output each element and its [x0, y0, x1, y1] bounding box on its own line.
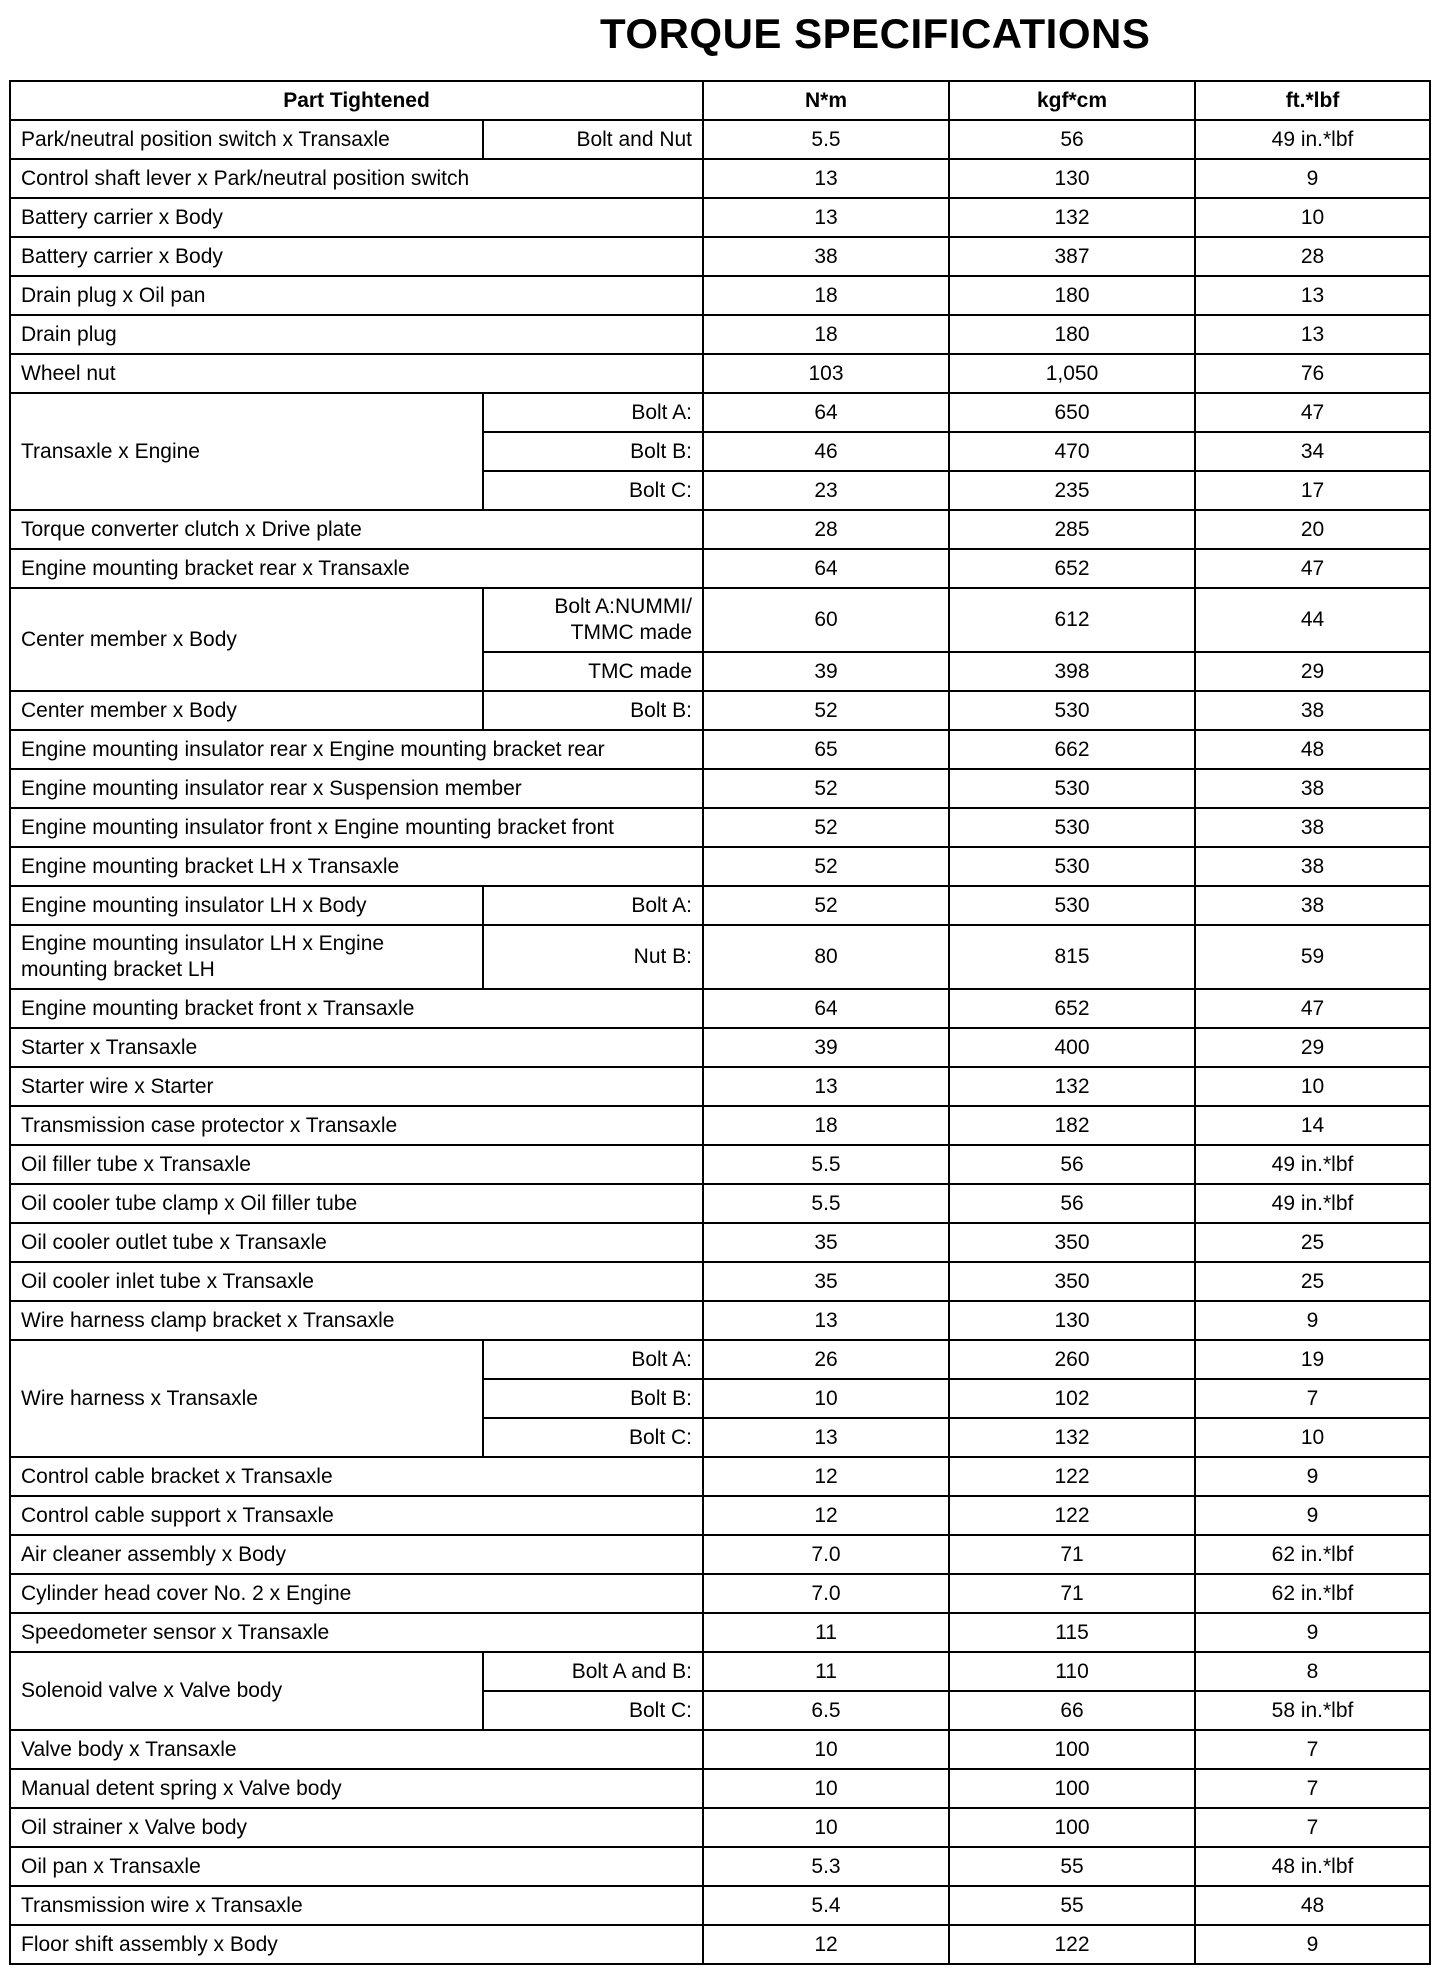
nm-cell: 5.5: [703, 1184, 949, 1223]
ft-cell: 8: [1195, 1652, 1430, 1691]
ft-cell: 25: [1195, 1223, 1430, 1262]
nm-cell: 52: [703, 769, 949, 808]
ft-cell: 28: [1195, 237, 1430, 276]
kgf-cell: 398: [949, 652, 1195, 691]
ft-cell: 47: [1195, 393, 1430, 432]
nm-cell: 80: [703, 925, 949, 989]
nm-cell: 39: [703, 652, 949, 691]
kgf-cell: 100: [949, 1808, 1195, 1847]
fastener-cell: Bolt A:: [483, 1340, 703, 1379]
nm-cell: 18: [703, 315, 949, 354]
ft-cell: 48: [1195, 1886, 1430, 1925]
table-row: [10, 769, 1430, 808]
ft-cell: 10: [1195, 198, 1430, 237]
table-row: [10, 1886, 1430, 1925]
ft-cell: 10: [1195, 1418, 1430, 1457]
part-cell: Speedometer sensor x Transaxle: [10, 1613, 703, 1652]
ft-cell: 9: [1195, 1496, 1430, 1535]
part-cell: Valve body x Transaxle: [10, 1730, 703, 1769]
ft-cell: 20: [1195, 510, 1430, 549]
nm-cell: 10: [703, 1379, 949, 1418]
kgf-cell: 180: [949, 315, 1195, 354]
ft-cell: 9: [1195, 1925, 1430, 1964]
kgf-cell: 102: [949, 1379, 1195, 1418]
table-row: [10, 354, 1430, 393]
header-ft: ft.*lbf: [1195, 81, 1430, 120]
kgf-cell: 100: [949, 1730, 1195, 1769]
table-row: [10, 1067, 1430, 1106]
ft-cell: 38: [1195, 769, 1430, 808]
ft-cell: 76: [1195, 354, 1430, 393]
kgf-cell: 122: [949, 1457, 1195, 1496]
header-nm: N*m: [703, 81, 949, 120]
kgf-cell: 182: [949, 1106, 1195, 1145]
kgf-cell: 470: [949, 432, 1195, 471]
kgf-cell: 100: [949, 1769, 1195, 1808]
nm-cell: 5.3: [703, 1847, 949, 1886]
header-part: Part Tightened: [10, 81, 703, 120]
nm-cell: 28: [703, 510, 949, 549]
part-cell: Wire harness x Transaxle: [10, 1340, 483, 1457]
nm-cell: 12: [703, 1457, 949, 1496]
ft-cell: 7: [1195, 1730, 1430, 1769]
kgf-cell: 130: [949, 159, 1195, 198]
header-kgf: kgf*cm: [949, 81, 1195, 120]
table-row: [10, 989, 1430, 1028]
part-cell: Control cable support x Transaxle: [10, 1496, 703, 1535]
table-row: [10, 1496, 1430, 1535]
table-row: [10, 691, 1430, 730]
table-row: [10, 1925, 1430, 1964]
fastener-cell: Bolt and Nut: [483, 120, 703, 159]
kgf-cell: 110: [949, 1652, 1195, 1691]
table-row: [10, 808, 1430, 847]
fastener-cell: Bolt C:: [483, 1691, 703, 1730]
table-row: [10, 1574, 1430, 1613]
part-cell: Oil cooler tube clamp x Oil filler tube: [10, 1184, 703, 1223]
table-row: [10, 393, 1430, 432]
part-cell: Engine mounting insulator rear x Suspension member: [10, 769, 703, 808]
part-cell: Engine mounting bracket front x Transaxle: [10, 989, 703, 1028]
kgf-cell: 530: [949, 847, 1195, 886]
part-cell: Transaxle x Engine: [10, 393, 483, 510]
table-row: [10, 549, 1430, 588]
fastener-cell: Bolt A:NUMMI/ TMMC made: [483, 588, 703, 652]
kgf-cell: 652: [949, 989, 1195, 1028]
table-row: [10, 276, 1430, 315]
nm-cell: 5.5: [703, 120, 949, 159]
part-cell: Wire harness clamp bracket x Transaxle: [10, 1301, 703, 1340]
table-row: [10, 1340, 1430, 1379]
part-cell: Manual detent spring x Valve body: [10, 1769, 703, 1808]
kgf-cell: 132: [949, 198, 1195, 237]
kgf-cell: 55: [949, 1847, 1195, 1886]
nm-cell: 60: [703, 588, 949, 652]
kgf-cell: 530: [949, 691, 1195, 730]
table-row: [10, 925, 1430, 989]
ft-cell: 29: [1195, 652, 1430, 691]
table-row: [10, 1652, 1430, 1691]
nm-cell: 10: [703, 1808, 949, 1847]
part-cell: Control cable bracket x Transaxle: [10, 1457, 703, 1496]
nm-cell: 13: [703, 198, 949, 237]
ft-cell: 38: [1195, 886, 1430, 925]
table-row: [10, 847, 1430, 886]
ft-cell: 9: [1195, 1613, 1430, 1652]
table-row: [10, 1223, 1430, 1262]
kgf-cell: 387: [949, 237, 1195, 276]
nm-cell: 46: [703, 432, 949, 471]
ft-cell: 47: [1195, 549, 1430, 588]
table-row: [10, 1301, 1430, 1340]
ft-cell: 62 in.*lbf: [1195, 1574, 1430, 1613]
table-row: [10, 1613, 1430, 1652]
nm-cell: 11: [703, 1613, 949, 1652]
part-cell: Oil pan x Transaxle: [10, 1847, 703, 1886]
nm-cell: 52: [703, 886, 949, 925]
ft-cell: 17: [1195, 471, 1430, 510]
part-cell: Starter x Transaxle: [10, 1028, 703, 1067]
ft-cell: 7: [1195, 1769, 1430, 1808]
kgf-cell: 130: [949, 1301, 1195, 1340]
nm-cell: 13: [703, 1301, 949, 1340]
ft-cell: 58 in.*lbf: [1195, 1691, 1430, 1730]
fastener-cell: Bolt B:: [483, 432, 703, 471]
table-row: [10, 120, 1430, 159]
fastener-cell: TMC made: [483, 652, 703, 691]
kgf-cell: 1,050: [949, 354, 1195, 393]
table-row: [10, 1730, 1430, 1769]
kgf-cell: 71: [949, 1535, 1195, 1574]
ft-cell: 9: [1195, 1457, 1430, 1496]
nm-cell: 10: [703, 1730, 949, 1769]
part-cell: Engine mounting insulator rear x Engine mounting bracket rear: [10, 730, 703, 769]
table-header-row: [10, 81, 1430, 120]
part-cell: Battery carrier x Body: [10, 198, 703, 237]
part-cell: Wheel nut: [10, 354, 703, 393]
ft-cell: 10: [1195, 1067, 1430, 1106]
kgf-cell: 180: [949, 276, 1195, 315]
part-cell: Engine mounting bracket LH x Transaxle: [10, 847, 703, 886]
table-row: [10, 886, 1430, 925]
kgf-cell: 652: [949, 549, 1195, 588]
table-row: [10, 1535, 1430, 1574]
table-row: [10, 1808, 1430, 1847]
nm-cell: 64: [703, 549, 949, 588]
nm-cell: 64: [703, 393, 949, 432]
kgf-cell: 71: [949, 1574, 1195, 1613]
kgf-cell: 115: [949, 1613, 1195, 1652]
ft-cell: 48: [1195, 730, 1430, 769]
part-cell: Oil cooler outlet tube x Transaxle: [10, 1223, 703, 1262]
part-cell: Transmission case protector x Transaxle: [10, 1106, 703, 1145]
ft-cell: 38: [1195, 847, 1430, 886]
part-cell: Cylinder head cover No. 2 x Engine: [10, 1574, 703, 1613]
nm-cell: 38: [703, 237, 949, 276]
kgf-cell: 66: [949, 1691, 1195, 1730]
part-cell: Engine mounting insulator LH x Body: [10, 886, 483, 925]
ft-cell: 49 in.*lbf: [1195, 120, 1430, 159]
part-cell: Drain plug: [10, 315, 703, 354]
kgf-cell: 260: [949, 1340, 1195, 1379]
nm-cell: 12: [703, 1496, 949, 1535]
nm-cell: 52: [703, 691, 949, 730]
table-row: [10, 198, 1430, 237]
nm-cell: 39: [703, 1028, 949, 1067]
part-cell: Oil strainer x Valve body: [10, 1808, 703, 1847]
table-row: [10, 1106, 1430, 1145]
nm-cell: 13: [703, 1067, 949, 1106]
ft-cell: 9: [1195, 1301, 1430, 1340]
part-cell: Center member x Body: [10, 588, 483, 691]
ft-cell: 59: [1195, 925, 1430, 989]
part-cell: Park/neutral position switch x Transaxle: [10, 120, 483, 159]
kgf-cell: 400: [949, 1028, 1195, 1067]
kgf-cell: 650: [949, 393, 1195, 432]
kgf-cell: 122: [949, 1925, 1195, 1964]
page-title-text: TORQUE SPECIFICATIONS: [600, 10, 1151, 57]
fastener-cell: Bolt C:: [483, 1418, 703, 1457]
ft-cell: 44: [1195, 588, 1430, 652]
table-body: [10, 120, 1430, 1964]
nm-cell: 13: [703, 159, 949, 198]
table-row: [10, 1262, 1430, 1301]
nm-cell: 5.5: [703, 1145, 949, 1184]
table-row: [10, 159, 1430, 198]
ft-cell: 25: [1195, 1262, 1430, 1301]
kgf-cell: 285: [949, 510, 1195, 549]
kgf-cell: 56: [949, 1184, 1195, 1223]
ft-cell: 7: [1195, 1379, 1430, 1418]
part-cell: Oil cooler inlet tube x Transaxle: [10, 1262, 703, 1301]
nm-cell: 12: [703, 1925, 949, 1964]
nm-cell: 13: [703, 1418, 949, 1457]
fastener-cell: Bolt C:: [483, 471, 703, 510]
ft-cell: 47: [1195, 989, 1430, 1028]
fastener-cell: Nut B:: [483, 925, 703, 989]
part-cell: Torque converter clutch x Drive plate: [10, 510, 703, 549]
part-cell: Solenoid valve x Valve body: [10, 1652, 483, 1730]
fastener-cell: Bolt A:: [483, 393, 703, 432]
nm-cell: 18: [703, 276, 949, 315]
part-cell: Engine mounting bracket rear x Transaxle: [10, 549, 703, 588]
part-cell: Transmission wire x Transaxle: [10, 1886, 703, 1925]
nm-cell: 10: [703, 1769, 949, 1808]
nm-cell: 65: [703, 730, 949, 769]
part-cell: Drain plug x Oil pan: [10, 276, 703, 315]
kgf-cell: 55: [949, 1886, 1195, 1925]
part-cell: Engine mounting insulator front x Engine mounting bracket front: [10, 808, 703, 847]
kgf-cell: 612: [949, 588, 1195, 652]
nm-cell: 18: [703, 1106, 949, 1145]
ft-cell: 38: [1195, 808, 1430, 847]
kgf-cell: 132: [949, 1067, 1195, 1106]
nm-cell: 5.4: [703, 1886, 949, 1925]
kgf-cell: 56: [949, 120, 1195, 159]
ft-cell: 14: [1195, 1106, 1430, 1145]
nm-cell: 64: [703, 989, 949, 1028]
kgf-cell: 350: [949, 1262, 1195, 1301]
part-cell: Air cleaner assembly x Body: [10, 1535, 703, 1574]
part-cell: Control shaft lever x Park/neutral position switch: [10, 159, 703, 198]
kgf-cell: 350: [949, 1223, 1195, 1262]
ft-cell: 13: [1195, 315, 1430, 354]
kgf-cell: 530: [949, 886, 1195, 925]
kgf-cell: 815: [949, 925, 1195, 989]
kgf-cell: 56: [949, 1145, 1195, 1184]
ft-cell: 49 in.*lbf: [1195, 1145, 1430, 1184]
fastener-cell: Bolt A and B:: [483, 1652, 703, 1691]
nm-cell: 35: [703, 1262, 949, 1301]
table-row: [10, 1184, 1430, 1223]
kgf-cell: 122: [949, 1496, 1195, 1535]
kgf-cell: 235: [949, 471, 1195, 510]
fastener-cell: Bolt B:: [483, 1379, 703, 1418]
kgf-cell: 132: [949, 1418, 1195, 1457]
part-cell: Center member x Body: [10, 691, 483, 730]
nm-cell: 23: [703, 471, 949, 510]
part-cell: Floor shift assembly x Body: [10, 1925, 703, 1964]
nm-cell: 35: [703, 1223, 949, 1262]
part-cell: Battery carrier x Body: [10, 237, 703, 276]
kgf-cell: 530: [949, 808, 1195, 847]
nm-cell: 7.0: [703, 1535, 949, 1574]
page-title: [0, 4, 1456, 64]
nm-cell: 11: [703, 1652, 949, 1691]
ft-cell: 19: [1195, 1340, 1430, 1379]
fastener-cell: Bolt B:: [483, 691, 703, 730]
table-row: [10, 1769, 1430, 1808]
table-row: [10, 1028, 1430, 1067]
torque-table: [9, 80, 1431, 1965]
ft-cell: 49 in.*lbf: [1195, 1184, 1430, 1223]
ft-cell: 7: [1195, 1808, 1430, 1847]
nm-cell: 26: [703, 1340, 949, 1379]
nm-cell: 7.0: [703, 1574, 949, 1613]
nm-cell: 103: [703, 354, 949, 393]
ft-cell: 9: [1195, 159, 1430, 198]
table-row: [10, 1457, 1430, 1496]
ft-cell: 34: [1195, 432, 1430, 471]
fastener-cell: Bolt A:: [483, 886, 703, 925]
kgf-cell: 662: [949, 730, 1195, 769]
part-cell: Engine mounting insulator LH x Engine mounting bracket LH: [10, 925, 483, 989]
table-row: [10, 730, 1430, 769]
table-row: [10, 1847, 1430, 1886]
table-row: [10, 237, 1430, 276]
table-row: [10, 510, 1430, 549]
table-row: [10, 588, 1430, 652]
ft-cell: 38: [1195, 691, 1430, 730]
ft-cell: 29: [1195, 1028, 1430, 1067]
nm-cell: 52: [703, 847, 949, 886]
table-row: [10, 315, 1430, 354]
ft-cell: 48 in.*lbf: [1195, 1847, 1430, 1886]
kgf-cell: 530: [949, 769, 1195, 808]
nm-cell: 6.5: [703, 1691, 949, 1730]
nm-cell: 52: [703, 808, 949, 847]
ft-cell: 62 in.*lbf: [1195, 1535, 1430, 1574]
ft-cell: 13: [1195, 276, 1430, 315]
part-cell: Oil filler tube x Transaxle: [10, 1145, 703, 1184]
part-cell: Starter wire x Starter: [10, 1067, 703, 1106]
table-row: [10, 1145, 1430, 1184]
